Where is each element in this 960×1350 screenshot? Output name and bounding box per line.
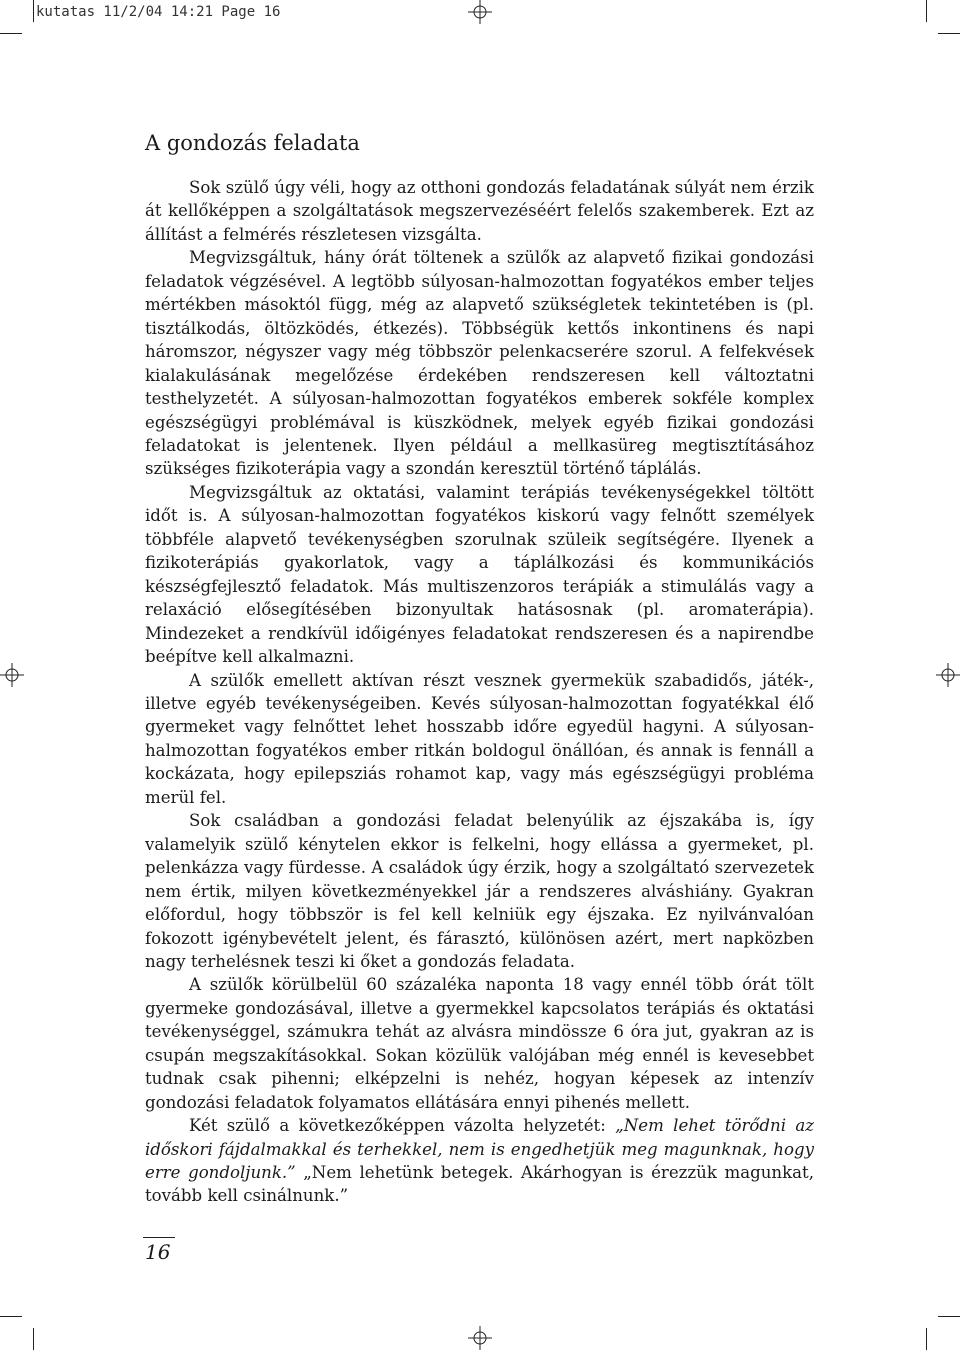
registration-mark-bottom-icon <box>468 1326 492 1350</box>
crop-mark-top-right-v <box>926 0 927 22</box>
crop-mark-bottom-left-h <box>0 1316 22 1317</box>
crop-mark-bottom-left-v <box>33 1328 34 1350</box>
section-title: A gondozás feladata <box>145 131 360 155</box>
paragraph: Megvizsgáltuk, hány órát töltenek a szülők az alapvető fizikai gondozási feladatok végzésével. A legtöbb súlyosan-halmozottan fogyatékos ember teljes mértékben másoktól függ, még az alapvető szükségletek tekintetében is (pl. tisztálkodás, öltözködés, étkezés). Többségük kettős inkontinens és napi háromszor, négyszer vagy még többször pelenkacserére szorul. A felfekvések kialakulásának megelőzése érdekében rendszeresen kell változtatni testhelyzetét. A súlyosan-halmozottan fogyatékos emberek sokféle komplex egészségügyi problémával is küszködnek, melyek egyéb fizikai gondozási feladatokat is jelentenek. Ilyen például a mellkasüreg megtisztításához szükséges fizikoterápia vagy a szondán keresztül történő táplálás. <box>145 248 814 479</box>
page-number: 16 <box>145 1240 171 1264</box>
crop-mark-bottom-right-v <box>926 1328 927 1350</box>
body-text <box>145 176 814 1208</box>
crop-mark-top-right-h <box>938 33 960 34</box>
folio-rule <box>143 1237 175 1238</box>
registration-mark-top-icon <box>468 0 492 24</box>
registration-mark-left-icon <box>0 663 24 687</box>
paragraph: A szülők körülbelül 60 százaléka naponta 18 vagy ennél több órát tölt gyermeke gondozásával, illetve a gyermekkel kapcsolatos terápiás és oktatási tevékenységgel, számukra tehát az alvásra mindössze 6 óra jut, gyakran az is csupán megszakításokkal. Sokan közülük valójában még ennél is kevesebbet tudnak csak pihenni; elképzelni is nehéz, hogyan képesek az intenzív gondozási feladatok folyamatos ellátására ennyi pihenés mellett. <box>145 975 814 1112</box>
crop-mark-top-left-v <box>33 0 34 22</box>
registration-mark-right-icon <box>936 663 960 687</box>
quote-tail: „Nem lehetünk betegek. Akárhogyan is érezzük magunkat, tovább kell csinálnunk.” <box>145 1163 814 1206</box>
slug-line: kutatas 11/2/04 14:21 Page 16 <box>36 4 281 20</box>
crop-mark-top-left-h <box>0 33 22 34</box>
crop-mark-bottom-right-h <box>938 1316 960 1317</box>
paragraph: Sok családban a gondozási feladat belenyúlik az éjszakába is, így valamelyik szülő kénytelen ekkor is felkelni, hogy ellássa a gyermeket, pl. pelenkázza vagy fürdesse. A családok úgy érzik, hogy a szolgáltató szervezetek nem értik, milyen következményekkel jár a rendszeres alváshiány. Gyakran előfordul, hogy többször is fel kell kelniük egy éjszaka. Ez nyilvánvalóan fokozott igénybevételt jelent, és fárasztó, különösen azért, mert napközben nagy terhelésnek teszi ki őket a gondozás feladata. <box>145 811 814 971</box>
paragraph: Megvizsgáltuk az oktatási, valamint terápiás tevékenységekkel töltött időt is. A súlyosan-halmozottan fogyatékos kiskorú vagy felnőtt személyek többféle alapvető tevékenységben szorulnak szüleik segítségére. Ilyenek a fizikoterápiás gyakorlatok, vagy a táplálkozási és kommunikációs készségfejlesztő feladatok. Más multiszenzoros terápiák a stimulálás vagy a relaxáció elősegítésében bizonyultak hatásosnak (pl. aromaterápia). Mindezeket a rendkívül időigényes feladatokat rendszeresen és a napirendbe beépítve kell alkalmazni. <box>145 482 814 667</box>
quote-italic: „Nem lehet törődni az időskori fájdalmakkal és terhekkel, nem is engedhetjük meg magunknak, hogy erre gondoljunk.” <box>145 1116 814 1183</box>
quote-lead: Két szülő a következőképpen vázolta helyzetét: <box>189 1116 616 1136</box>
paragraph-with-quote <box>145 1114 814 1208</box>
paragraph: A szülők emellett aktívan részt vesznek gyermekük szabadidős, játék-, illetve egyéb tevékenységeiben. Kevés súlyosan-halmozottan fogyatékkal élő gyermeket vagy felnőttet lehet hosszabb időre egyedül hagyni. A súlyosan-halmozottan fogyatékos ember ritkán boldogul önállóan, és annak is fennáll a kockázata, hogy epilepsziás rohamot kap, vagy más egészségügyi probléma merül fel. <box>145 670 814 807</box>
paragraph: Sok szülő úgy véli, hogy az otthoni gondozás feladatának súlyát nem érzik át kellőképpen a szolgáltatások megszervezéséért felelős szakemberek. Ezt az állítást a felmérés részletesen vizsgálta. <box>145 178 814 244</box>
